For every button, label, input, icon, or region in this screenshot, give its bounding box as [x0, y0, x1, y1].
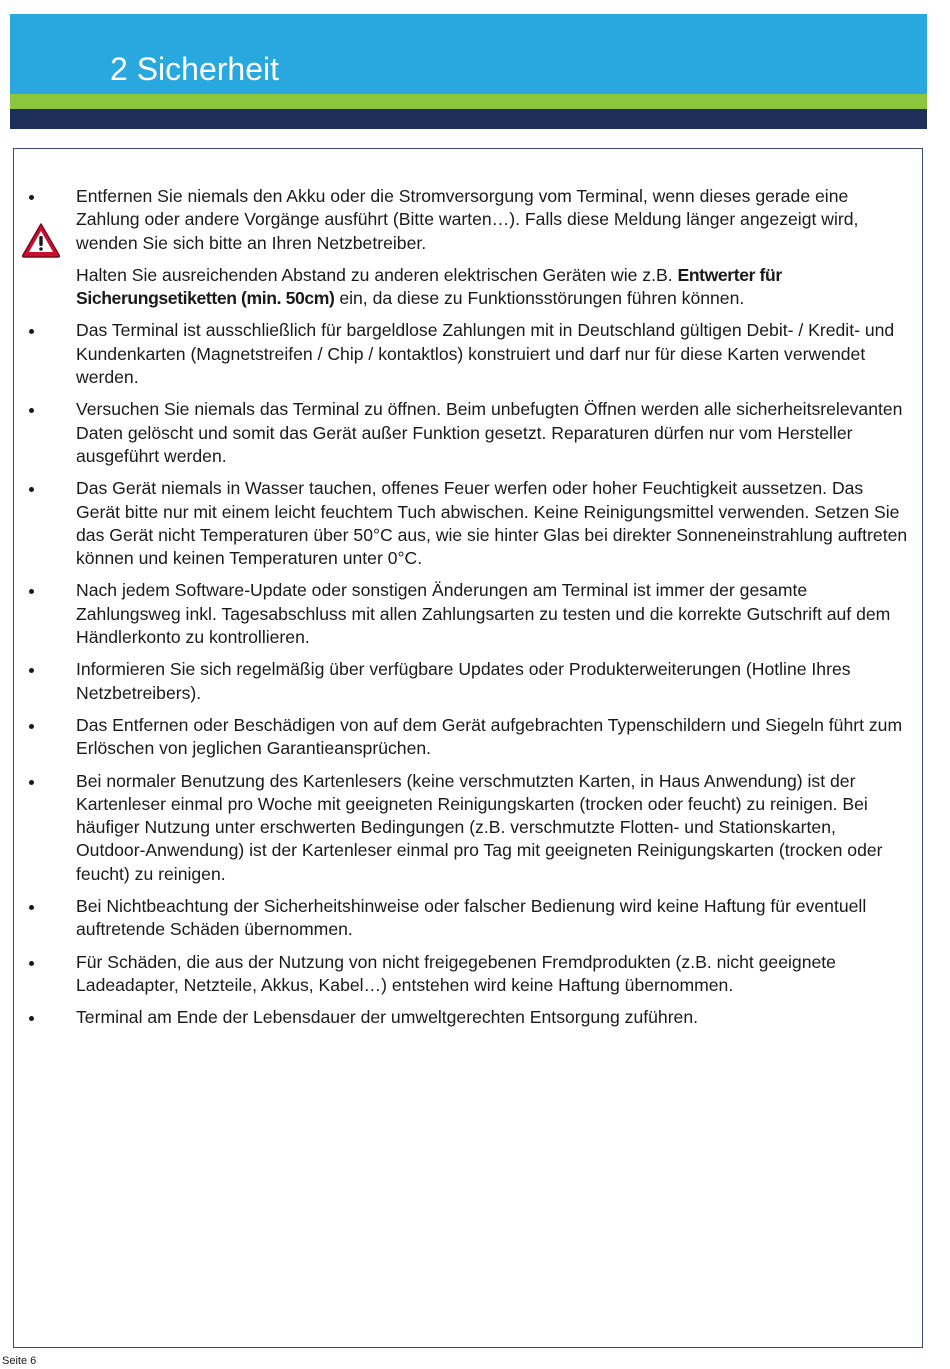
- item-text: Für Schäden, die aus der Nutzung von nicht freigegebenen Fremdprodukten (z.B. nicht geeignete Ladeadapter, Netzteile, Akkus, Kabel…) entstehen wird keine Haftung übernommen.: [76, 951, 836, 995]
- item-text: Bei normaler Benutzung des Kartenlesers (keine verschmutzten Karten, in Haus Anwendung) ist der Kartenleser einmal pro Woche mit geeigneten Reinigungskarten (trocken oder feucht) zu reinigen. Bei häufiger Nutzung unter erschwerten Bedingungen (z.B. verschmutzte Flotten- und Stationskarten, Outdoor-Anwendung) ist der Kartenleser einmal pro Tag mit geeigneten Reinigungskarten (trocken oder feucht) zu reinigen.: [76, 770, 883, 884]
- header-green-stripe: [10, 94, 927, 109]
- list-item: [0, 398, 950, 468]
- item-text: Das Entfernen oder Beschädigen von auf dem Gerät aufgebrachten Typenschildern und Siegeln führt zum Erlöschen von jeglichen Garantieansprüchen.: [76, 714, 903, 759]
- item-text: Das Terminal ist ausschließlich für bargeldlose Zahlungen mit in Deutschland gültigen Debit- / Kredit- und Kundenkarten (Magnetstreifen / Chip / kontaktlos) konstruiert und darf nur für diese Karten verwendet werden.: [76, 320, 895, 388]
- list-item: [0, 714, 950, 761]
- list-item: [0, 658, 950, 705]
- item-text: Das Gerät niemals in Wasser tauchen, offenes Feuer werfen oder hoher Feuchtigkeit aussetzen. Das Gerät bitte nur mit einem leicht feuchtem Tuch abwischen. Keine Reinigungsmittel verwenden. Setzen Sie das Gerät nicht Temperaturen über 50°C aus, wie sie hinter Glas bei direkter Sonneneinstrahlung auftreten können und keinen Temperaturen unter 0°C.: [76, 478, 908, 569]
- header-navy-stripe: [10, 109, 927, 129]
- list-item: [0, 185, 950, 310]
- item-text: Informieren Sie sich regelmäßig über verfügbare Updates oder Produkterweiterungen (Hotline Ihres Netzbetreibers).: [76, 659, 851, 703]
- list-item: [0, 579, 950, 649]
- list-item: [0, 1006, 950, 1029]
- item-text: Versuchen Sie niemals das Terminal zu öffnen. Beim unbefugten Öffnen werden alle sicherheitsrelevanten Daten gelöscht und somit das Gerät außer Funktion gesetzt. Reparaturen dürfen nur vom Hersteller ausgeführt werden.: [76, 399, 903, 466]
- item-text-2: [0, 264, 908, 311]
- list-item: [0, 477, 950, 570]
- page-header: [10, 14, 927, 129]
- item-text: Bei Nichtbeachtung der Sicherheitshinweise oder falscher Bedienung wird keine Haftung für eventuell auftretende Schäden übernommen.: [76, 896, 867, 940]
- bullet: [29, 905, 34, 910]
- text-part: ein, da diese zu Funktionsstörungen führen können.: [334, 288, 745, 309]
- safety-list: [0, 185, 950, 1039]
- list-item: [0, 951, 950, 998]
- item-text: Terminal am Ende der Lebensdauer der umweltgerechten Entsorgung zuführen.: [76, 1007, 699, 1028]
- bullet: [29, 780, 34, 785]
- list-item: [0, 895, 950, 942]
- bullet: [29, 724, 34, 729]
- bullet: [29, 961, 34, 966]
- page-title: 2 Sicherheit: [110, 51, 279, 87]
- page-number: Seite 6: [2, 1355, 37, 1367]
- emphasized-text: Entwerter für Sicherungsetiketten (min. 50cm): [76, 264, 782, 309]
- list-item: [0, 770, 950, 886]
- list-item: [0, 319, 950, 389]
- item-text: Nach jedem Software-Update oder sonstigen Änderungen am Terminal ist immer der gesamte Zahlungsweg inkl. Tagesabschluss mit allen Zahlungsarten zu testen und die korrekte Gutschrift auf dem Händlerkonto zu kontrollieren.: [76, 580, 891, 648]
- text-part: Halten Sie ausreichenden Abstand zu anderen elektrischen Geräten wie z.B.: [76, 264, 678, 285]
- item-text: Entfernen Sie niemals den Akku oder die Stromversorgung vom Terminal, wenn dieses gerade eine Zahlung oder andere Vorgänge ausführt (Bitte warten…). Falls diese Meldung länger angezeigt wird, wenden Sie sich bitte an Ihren Netzbetreiber.: [76, 186, 859, 253]
- bullet: [29, 195, 34, 200]
- warning-triangle-icon: [20, 221, 62, 259]
